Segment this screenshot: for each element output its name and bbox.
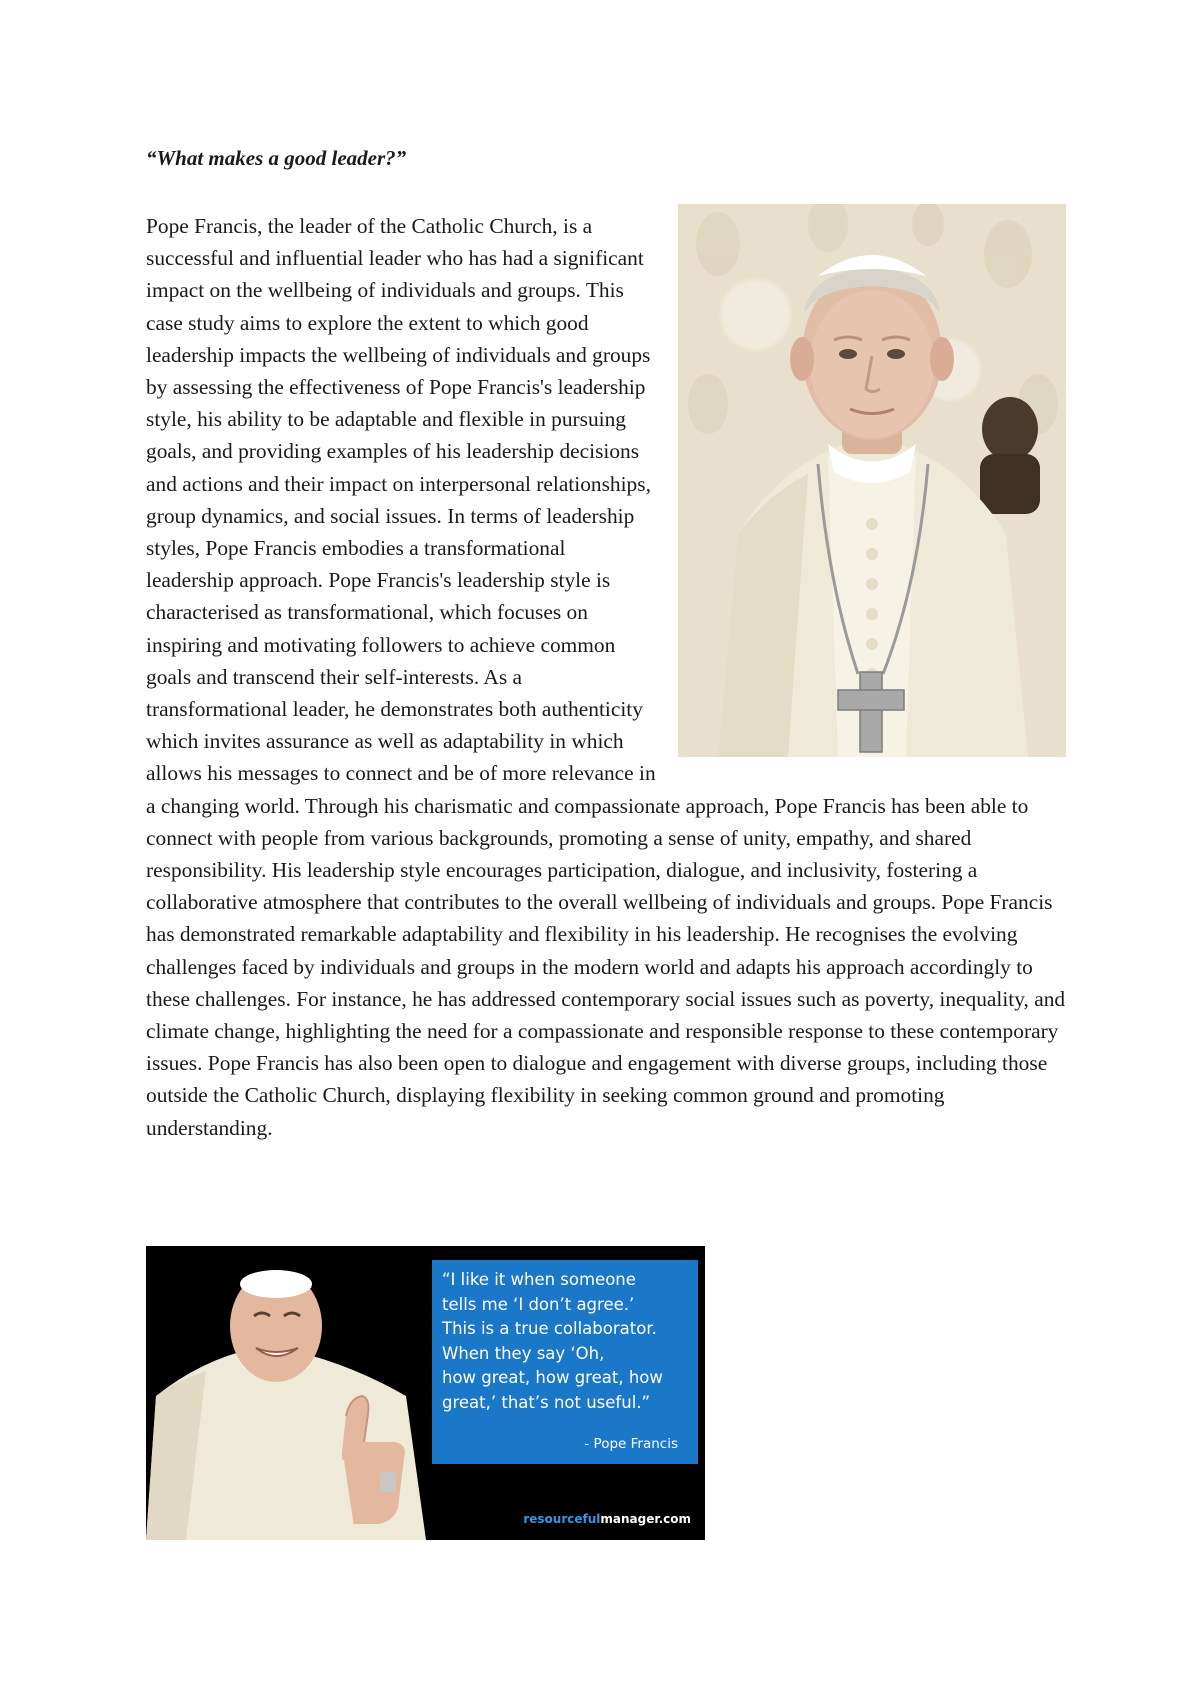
quote-box [432,1260,698,1464]
document-title: “What makes a good leader?” [146,146,407,170]
quote-line: how great, how great, how [442,1368,663,1388]
quote-line: great,’ that’s not useful.” [442,1392,651,1412]
body-paragraph: Pope Francis, the leader of the Catholic Church, is a successful and influential leader who has had a significant impact on the wellbeing of individuals and groups. This case study aims to explore the extent to which good leadership impacts the wellbeing of individuals and groups by assessing the effectiveness of Pope Francis's leadership style, his ability to be adaptable and flexible in pursuing goals, and providing examples of his leadership decisions and actions and their impact on interpersonal relationships, group dynamics, and social issues. In terms of leadership styles, Pope Francis embodies a transformational leadership approach. Pope Francis's leadership style is characterised as transformational, which focuses on inspiring and motivating followers to achieve common goals and transcend their self-interests. As a transformational leader, he demonstrates both authenticity which invites assurance as well as adaptability in which allows his messages to connect and be of more relevance in a changing world. Through his charismatic and compassionate approach, Pope Francis has been able to connect with people from various backgrounds, promoting a sense of unity, empathy, and shared responsibility. His leadership style encourages participation, dialogue, and inclusivity, fostering a collaborative atmosphere that contributes to the overall wellbeing of individuals and groups. Pope Francis has demonstrated remarkable adaptability and flexibility in his leadership. He recognises the evolving challenges faced by individuals and groups in the modern world and adapts his approach accordingly to these challenges. For instance, he has addressed contemporary social issues such as poverty, inequality, and climate change, highlighting the need for a compassionate and responsible response to these contemporary issues. Pope Francis has also been open to dialogue and engagement with diverse groups, including those outside the Catholic Church, displaying flexibility in seeking common ground and promoting understanding. [146,214,1066,1140]
pope-portrait-illustration [678,204,1066,757]
pope-quote-image [146,1246,705,1540]
quote-line: tells me ‘I don’t agree.’ [442,1294,635,1314]
quote-line: This is a true collaborator. [442,1319,657,1339]
brand-rest: manager.com [600,1512,691,1526]
brand-highlight: resourceful [523,1512,601,1526]
quote-line: When they say ‘Oh, [442,1343,605,1363]
quote-line: “I like it when someone [442,1270,636,1289]
body-text-block [146,210,1066,1144]
pope-portrait-photo [678,204,1066,757]
quote-author: - Pope Francis [584,1436,678,1452]
brand-watermark [523,1512,691,1526]
